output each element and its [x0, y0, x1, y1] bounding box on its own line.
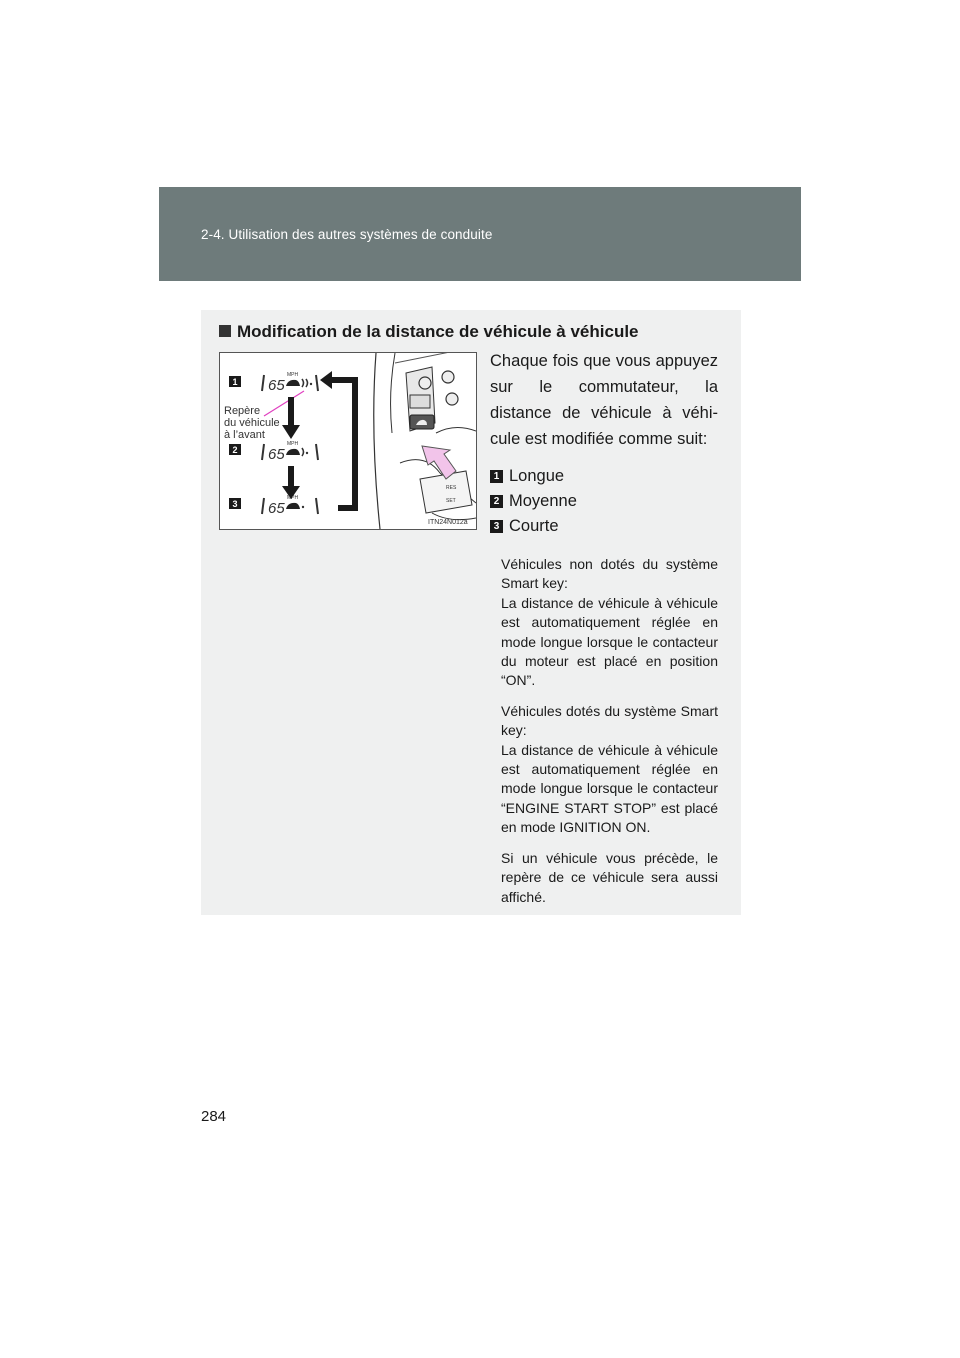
note-smart-key: Véhicules dotés du système Smart key: La distance de véhicule à véhicule est automatiquement réglée en mode longue lorsque le contacteur “ENGINE START STOP” est placé en mode IGNITION ON.: [501, 702, 718, 836]
callout-label-line-3: à l’avant: [224, 429, 265, 441]
header-band: [159, 187, 801, 281]
svg-text:MPH: MPH: [287, 372, 299, 378]
page-number: 284: [201, 1108, 227, 1125]
svg-text:3: 3: [232, 499, 238, 509]
number-badge: 2: [490, 495, 503, 508]
list-item-label: Courte: [509, 517, 559, 535]
content-panel: [201, 310, 741, 915]
list-item: [490, 514, 718, 539]
marker-1: [229, 376, 241, 387]
svg-text:65: 65: [268, 377, 285, 394]
svg-text:1: 1: [232, 377, 238, 387]
list-item-label: Longue: [509, 467, 565, 485]
svg-text:MPH: MPH: [287, 495, 299, 501]
svg-text:2: 2: [232, 445, 238, 455]
list-item-label: Moyenne: [509, 492, 577, 510]
callout-label-line-1: Repère: [224, 405, 261, 417]
figure-code: ITN24N012a: [428, 519, 468, 526]
square-bullet-icon: [219, 325, 231, 337]
illustration: [219, 352, 477, 530]
section-heading: [219, 322, 639, 342]
number-badge: 1: [490, 470, 503, 483]
display-long: [262, 372, 318, 394]
note-no-smart-key: Véhicules non dotés du système Smart key: La distance de véhicule à véhicule est automatiquement réglée en mode longue lorsque le contacteur du moteur est placé en position “ON”.: [501, 556, 718, 689]
steering-wheel-switch: [374, 353, 476, 529]
text-column: [490, 348, 718, 907]
svg-text:SET: SET: [446, 498, 456, 504]
list-item: [490, 489, 718, 514]
press-arrow-icon: [422, 446, 456, 479]
marker-3: [229, 498, 241, 509]
svg-text:65: 65: [268, 446, 285, 463]
callout-line: [264, 391, 304, 416]
note-preceding-vehicle: Si un véhicule vous précède, le repère de ce véhicule sera aussi affiché.: [501, 849, 718, 905]
svg-text:RES: RES: [446, 485, 457, 491]
list-item: [490, 464, 718, 489]
callout-label-line-2: du véhicule: [224, 417, 280, 429]
section-heading-text: Modification de la distance de véhicule à véhicule: [237, 322, 639, 341]
section-title: 2-4. Utilisation des autres systèmes de conduite: [201, 227, 493, 242]
cycle-arrow-icon: [320, 371, 355, 508]
number-badge: 3: [490, 520, 503, 533]
marker-2: [229, 444, 241, 455]
display-medium: [262, 441, 318, 463]
distance-list: [490, 464, 718, 539]
svg-text:MPH: MPH: [287, 441, 299, 447]
intro-paragraph: Chaque fois que vous appuyez sur le commutateur, la distance de véhicule à véhicule est modifiée comme suit:: [490, 352, 718, 448]
svg-text:65: 65: [268, 500, 285, 517]
display-short: [262, 495, 318, 517]
